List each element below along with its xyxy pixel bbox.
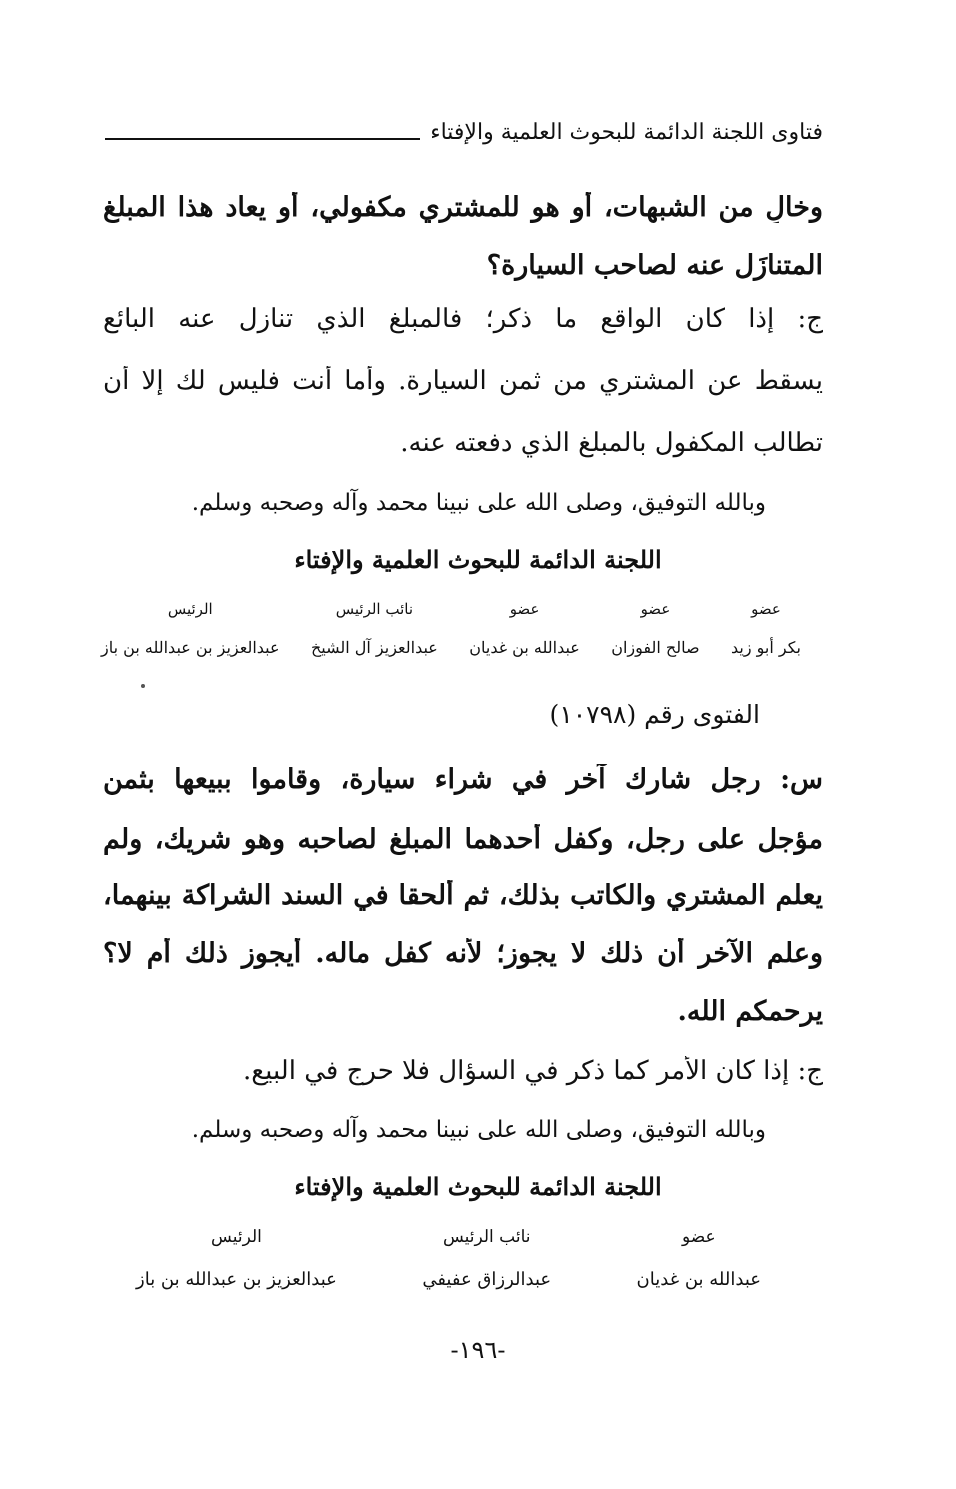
signatory-name: عبدالعزيز بن عبدالله بن باز: [136, 1269, 337, 1290]
question-line: يعلم المشتري والكاتب بذلك، ثم ألحقا في السند الشراكة بينهما،: [103, 880, 823, 911]
signatories: [136, 1224, 761, 1294]
signatory: [637, 1224, 761, 1294]
question-line: س: رجل شارك آخر في شراء سيارة، وقاموا ببيعها بثمن: [103, 764, 823, 795]
fatwa-number: الفتوى رقم (١٠٧٩٨): [549, 700, 760, 729]
answer-line: تطالب المكفول بالمبلغ الذي دفعته عنه.: [400, 428, 823, 458]
speck: [141, 684, 145, 688]
running-header: [105, 112, 823, 152]
signatory-name: عبدالعزيز بن عبدالله بن باز: [101, 638, 280, 657]
signatory-name: بكر أبو زيد: [730, 638, 801, 657]
closing-prayer: وبالله التوفيق، وصلى الله على نبينا محمد وآله وصحبه وسلم.: [191, 490, 766, 516]
signatory-role: عضو: [681, 1227, 716, 1247]
signatory-name: عبدالله بن غديان: [636, 1269, 761, 1290]
question-line: المتنازَل عنه لصاحب السيارة؟: [486, 250, 823, 281]
signatory-name: صالح الفوزان: [611, 638, 700, 657]
signatory-role: عضو: [640, 600, 671, 618]
header-rule: [105, 138, 420, 140]
signatory: [136, 1224, 337, 1294]
committee-name: اللجنة الدائمة للبحوث العلمية والإفتاء: [294, 1172, 662, 1201]
signatory: [422, 1224, 551, 1294]
signatory-role: عضو: [509, 600, 540, 618]
page-number: -١٩٦-: [450, 1336, 506, 1364]
signatory-role: الرئيس: [211, 1227, 262, 1247]
signatory-role: الرئيس: [167, 600, 213, 618]
signatory-name: عبدالله بن غديان: [469, 638, 580, 657]
header-title: فتاوى اللجنة الدائمة للبحوث العلمية والإفتاء: [430, 119, 823, 145]
signatory: [611, 596, 699, 662]
signatory-name: عبدالعزيز آل الشيخ: [310, 638, 438, 657]
signatory: [101, 596, 280, 662]
signatory: [731, 596, 801, 662]
question-line: يرحمكم الله.: [677, 996, 823, 1027]
answer-line: ج: إذا كان الأمر كما ذكر في السؤال فلا حرج في البيع.: [243, 1056, 823, 1086]
answer-line: يسقط عن المشتري من ثمن السيارة. وأما أنت فليس لك إلا أن: [103, 366, 823, 396]
signatories: [101, 596, 801, 662]
committee-name: اللجنة الدائمة للبحوث العلمية والإفتاء: [294, 545, 662, 574]
signatory: [469, 596, 580, 662]
signatory-role: عضو: [751, 600, 781, 618]
signatory-role: نائب الرئيس: [442, 1227, 531, 1247]
question-line: وعلم الآخر أن ذلك لا يجوز؛ لأنه كفل ماله. أيجوز ذلك أم لا؟: [103, 938, 823, 969]
question-line: مؤجل على رجل، وكفل أحدهما المبلغ لصاحبه وهو شريك، ولم: [103, 824, 823, 855]
signatory-role: نائب الرئيس: [335, 600, 414, 618]
answer-line: ج: إذا كان الواقع ما ذكر؛ فالمبلغ الذي تنازل عنه البائع: [103, 304, 823, 334]
signatory: [311, 596, 438, 662]
question-line: وخالٍ من الشبهات، أو هو للمشتري مكفولي، أو يعاد هذا المبلغ: [103, 192, 823, 223]
closing-prayer: وبالله التوفيق، وصلى الله على نبينا محمد وآله وصحبه وسلم.: [191, 1117, 766, 1143]
signatory-name: عبدالرزاق عفيفي: [422, 1269, 552, 1290]
